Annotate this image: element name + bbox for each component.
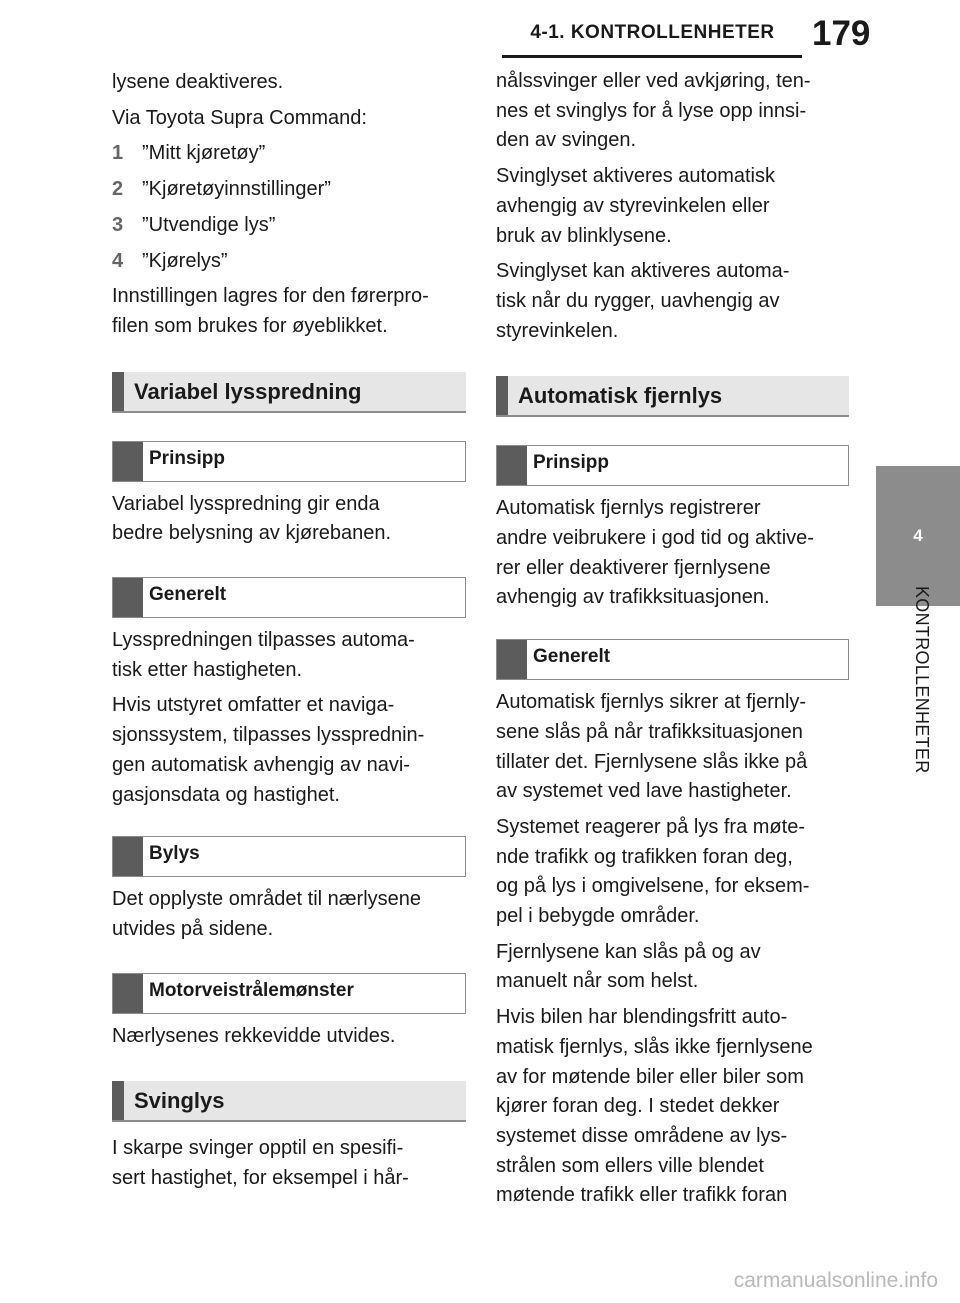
section-heading bbox=[112, 1081, 466, 1122]
paragraph-line: og på lys i omgivelsene, for eksem- bbox=[496, 875, 810, 898]
paragraph-line: I skarpe svinger opptil en spesifi- bbox=[112, 1137, 404, 1160]
paragraph-line: Svinglyset aktiveres automatisk bbox=[496, 165, 776, 188]
subheading-text: Generelt bbox=[149, 584, 227, 606]
section-heading bbox=[112, 372, 466, 413]
subheading-text: Prinsipp bbox=[533, 452, 610, 474]
list-item bbox=[112, 175, 466, 205]
paragraph-line: sjonssystem, tilpasses lyssprednin- bbox=[112, 724, 425, 747]
paragraph-line: den av svingen. bbox=[496, 129, 637, 152]
step-text: ”Kjørelys” bbox=[142, 249, 228, 272]
step-text: ”Utvendige lys” bbox=[142, 213, 276, 236]
paragraph-line: strålen som ellers ville blendet bbox=[496, 1154, 764, 1177]
subheading-text: Prinsipp bbox=[149, 447, 226, 469]
heading-bar bbox=[496, 376, 508, 415]
paragraph-line: Innstillingen lagres for den førerpro- bbox=[112, 285, 429, 308]
page-number: 179 bbox=[812, 14, 871, 53]
subheading-bar bbox=[113, 442, 143, 481]
paragraph-line: av for møtende biler eller biler som bbox=[496, 1065, 804, 1088]
paragraph-line: Hvis utstyret omfatter et naviga- bbox=[112, 694, 395, 717]
section-heading-text: Svinglys bbox=[134, 1088, 225, 1114]
paragraph-line: gasjonsdata og hastighet. bbox=[112, 783, 340, 806]
paragraph-line: matisk fjernlys, slås ikke fjernlysene bbox=[496, 1035, 813, 1058]
chapter-tab bbox=[876, 466, 960, 606]
paragraph-line: gen automatisk avhengig av navi- bbox=[112, 753, 410, 776]
section-heading-text: Variabel lysspredning bbox=[134, 378, 362, 404]
section-heading bbox=[496, 376, 849, 417]
paragraph-line: av systemet ved lave hastigheter. bbox=[496, 780, 792, 803]
paragraph-line: tisk når du rygger, uavhengig av bbox=[496, 289, 780, 312]
subheading bbox=[112, 441, 466, 482]
paragraph-line: Systemet reagerer på lys fra møte- bbox=[496, 815, 805, 838]
paragraph: Via Toyota Supra Command: bbox=[112, 106, 367, 129]
list-item bbox=[112, 211, 466, 241]
paragraph-line: Hvis bilen har blendingsfritt auto- bbox=[496, 1006, 788, 1029]
subheading bbox=[112, 973, 466, 1014]
subheading-bar bbox=[113, 974, 143, 1013]
subheading-text: Bylys bbox=[149, 843, 200, 865]
paragraph: lysene deaktiveres. bbox=[112, 71, 284, 93]
subheading-text: Motorveistrålemønster bbox=[149, 979, 354, 1001]
paragraph-line: rer eller deaktiverer fjernlysene bbox=[496, 556, 771, 579]
paragraph-line: sene slås på når trafikksituasjonen bbox=[496, 720, 803, 743]
paragraph-line: Svinglyset kan aktiveres automa- bbox=[496, 260, 790, 283]
paragraph-line: avhengig av trafikksituasjonen. bbox=[496, 586, 770, 609]
left-column bbox=[112, 68, 466, 1194]
paragraph-line: systemet disse områdene av lys- bbox=[496, 1124, 788, 1147]
right-column bbox=[496, 67, 849, 1211]
step-number: 2 bbox=[112, 178, 124, 201]
section-heading-text: Automatisk fjernlys bbox=[518, 383, 723, 409]
paragraph-line: utvides på sidene. bbox=[112, 917, 274, 940]
paragraph-line: avhengig av styrevinkelen eller bbox=[496, 194, 770, 217]
subheading-bar bbox=[497, 446, 527, 485]
heading-bar bbox=[112, 372, 124, 411]
chapter-label: KONTROLLENHETER bbox=[912, 586, 932, 774]
subheading-text: Generelt bbox=[533, 646, 611, 668]
paragraph-line: filen som brukes for øyeblikket. bbox=[112, 314, 388, 337]
step-number: 4 bbox=[112, 249, 124, 272]
paragraph-line: Automatisk fjernlys sikrer at fjernly- bbox=[496, 691, 807, 714]
list-item bbox=[112, 139, 466, 169]
paragraph-line: tillater det. Fjernlysene slås ikke på bbox=[496, 750, 808, 773]
paragraph-line: manuelt når som helst. bbox=[496, 970, 699, 993]
subheading-bar bbox=[497, 640, 527, 679]
paragraph-line: sert hastighet, for eksempel i hår- bbox=[112, 1167, 409, 1190]
step-number: 1 bbox=[112, 142, 124, 165]
paragraph-line: andre veibrukere i god tid og aktive- bbox=[496, 527, 814, 550]
paragraph-line: styrevinkelen. bbox=[496, 319, 619, 342]
step-text: ”Kjøretøyinnstillinger” bbox=[142, 178, 331, 201]
paragraph-line: nes et svinglys for å lyse opp innsi- bbox=[496, 99, 807, 122]
paragraph-line: pel i bebygde områder. bbox=[496, 905, 700, 928]
subheading bbox=[112, 836, 466, 877]
section-title: 4-1. KONTROLLENHETER bbox=[530, 22, 775, 43]
subheading-bar bbox=[113, 578, 143, 617]
paragraph-line: nålssvinger eller ved avkjøring, ten- bbox=[496, 70, 811, 92]
paragraph-line: Lysspredningen tilpasses automa- bbox=[112, 629, 415, 652]
paragraph-line: møtende trafikk eller trafikk foran bbox=[496, 1184, 788, 1207]
paragraph-line: Fjernlysene kan slås på og av bbox=[496, 940, 761, 963]
paragraph-line: bruk av blinklysene. bbox=[496, 224, 672, 247]
subheading bbox=[112, 577, 466, 618]
paragraph-line: Variabel lysspredning gir enda bbox=[112, 492, 380, 515]
step-text: ”Mitt kjøretøy” bbox=[142, 142, 266, 165]
subheading bbox=[496, 639, 849, 680]
heading-bar bbox=[112, 1081, 124, 1120]
watermark: carmanualsonline.info bbox=[733, 1269, 938, 1292]
list-item bbox=[112, 247, 466, 277]
chapter-number: 4 bbox=[913, 526, 923, 545]
paragraph-line: Automatisk fjernlys registrerer bbox=[496, 497, 761, 520]
header-rule bbox=[502, 55, 802, 58]
paragraph-line: tisk etter hastigheten. bbox=[112, 658, 303, 681]
step-number: 3 bbox=[112, 213, 124, 236]
paragraph-line: bedre belysning av kjørebanen. bbox=[112, 522, 392, 545]
paragraph-line: Det opplyste området til nærlysene bbox=[112, 888, 422, 911]
paragraph: Nærlysenes rekkevidde utvides. bbox=[112, 1024, 396, 1047]
subheading bbox=[496, 445, 849, 486]
subheading-bar bbox=[113, 837, 143, 876]
paragraph-line: kjører foran deg. I stedet dekker bbox=[496, 1095, 780, 1118]
paragraph-line: nde trafikk og trafikken foran deg, bbox=[496, 845, 793, 868]
